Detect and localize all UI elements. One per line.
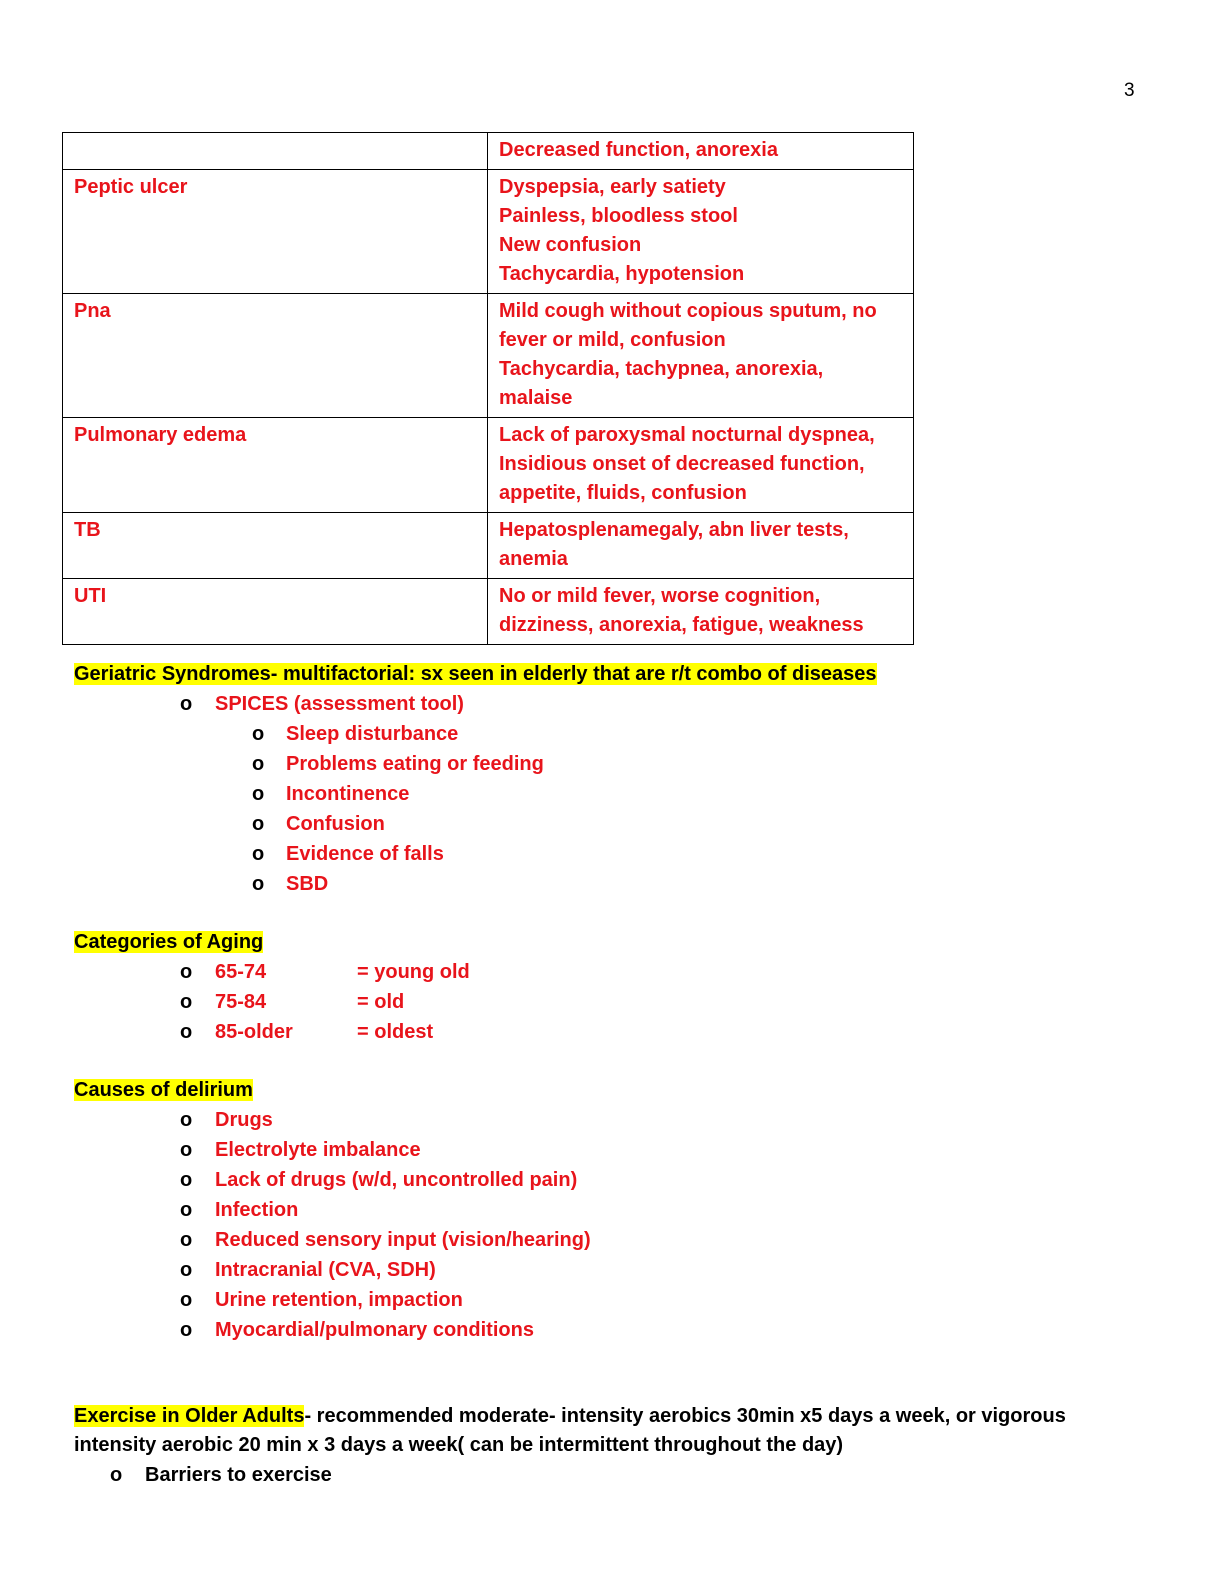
geriatric-heading: Geriatric Syndromes- multifactorial: sx seen in elderly that are r/t combo of diseases bbox=[74, 663, 877, 685]
condition-cell: TB bbox=[63, 513, 488, 579]
age-label: = oldest bbox=[357, 1021, 434, 1043]
aging-heading: Categories of Aging bbox=[74, 931, 264, 953]
symptom-line: anemia bbox=[499, 548, 568, 570]
delirium-cause: Electrolyte imbalance bbox=[215, 1139, 421, 1161]
condition-cell: UTI bbox=[63, 579, 488, 645]
symptoms-cell bbox=[488, 294, 914, 418]
condition-cell: Peptic ulcer bbox=[63, 170, 488, 294]
symptoms-cell bbox=[488, 513, 914, 579]
spices-item: Incontinence bbox=[286, 783, 410, 805]
list-item bbox=[74, 1315, 534, 1345]
symptom-line: Mild cough without copious sputum, no bbox=[499, 300, 877, 322]
table-row bbox=[63, 133, 914, 170]
list-item bbox=[74, 1165, 578, 1195]
aging-section bbox=[74, 927, 470, 1047]
list-item bbox=[74, 719, 877, 749]
condition-cell: Pulmonary edema bbox=[63, 418, 488, 513]
page-number: 3 bbox=[1124, 80, 1135, 101]
list-item bbox=[74, 1017, 434, 1047]
delirium-cause: Urine retention, impaction bbox=[215, 1289, 463, 1311]
delirium-cause: Reduced sensory input (vision/hearing) bbox=[215, 1229, 591, 1251]
symptom-line: Tachycardia, hypotension bbox=[499, 263, 745, 285]
age-label: = young old bbox=[357, 961, 470, 983]
bullet-icon: o bbox=[110, 1464, 123, 1486]
bullet-icon: o bbox=[180, 1259, 193, 1281]
list-item bbox=[74, 1225, 591, 1255]
list-item bbox=[74, 749, 877, 779]
list-item bbox=[74, 987, 405, 1017]
delirium-cause: Intracranial (CVA, SDH) bbox=[215, 1259, 436, 1281]
table-row bbox=[63, 170, 914, 294]
bullet-icon: o bbox=[180, 1289, 193, 1311]
bullet-icon: o bbox=[180, 1319, 193, 1341]
symptom-line: Painless, bloodless stool bbox=[499, 205, 738, 227]
symptom-line: New confusion bbox=[499, 234, 642, 256]
list-item bbox=[74, 779, 877, 809]
age-range: 85-older bbox=[215, 1021, 293, 1043]
spices-item: Evidence of falls bbox=[286, 843, 444, 865]
list-item bbox=[74, 809, 877, 839]
bullet-icon: o bbox=[180, 693, 193, 715]
spices-item: Confusion bbox=[286, 813, 385, 835]
delirium-cause: Infection bbox=[215, 1199, 299, 1221]
symptoms-cell bbox=[488, 170, 914, 294]
list-item bbox=[74, 1105, 273, 1135]
spices-item: Sleep disturbance bbox=[286, 723, 459, 745]
table-row bbox=[63, 579, 914, 645]
table-row bbox=[63, 294, 914, 418]
symptom-line: dizziness, anorexia, fatigue, weakness bbox=[499, 614, 864, 636]
bullet-icon: o bbox=[180, 1139, 193, 1161]
bullet-icon: o bbox=[180, 1199, 193, 1221]
condition-cell: Pna bbox=[63, 294, 488, 418]
bullet-icon: o bbox=[252, 723, 265, 745]
list-item bbox=[74, 689, 877, 719]
bullet-icon: o bbox=[252, 843, 265, 865]
symptom-line: Insidious onset of decreased function, bbox=[499, 453, 865, 475]
spices-item: Problems eating or feeding bbox=[286, 753, 544, 775]
bullet-icon: o bbox=[180, 1229, 193, 1251]
symptom-line: Dyspepsia, early satiety bbox=[499, 176, 726, 198]
exercise-text: - recommended moderate- intensity aerobics 30min x5 days a week, or vigorous intensity aerobic 20 min x 3 days a week( can be intermittent throughout the day) bbox=[74, 1405, 1066, 1456]
delirium-cause: Drugs bbox=[215, 1109, 273, 1131]
list-item bbox=[74, 1285, 463, 1315]
symptom-line: fever or mild, confusion bbox=[499, 329, 726, 351]
exercise-section bbox=[74, 1402, 1134, 1460]
list-item bbox=[74, 1135, 421, 1165]
list-item bbox=[74, 1255, 436, 1285]
delirium-heading: Causes of delirium bbox=[74, 1079, 253, 1101]
symptom-line: No or mild fever, worse cognition, bbox=[499, 585, 821, 607]
list-item bbox=[74, 839, 877, 869]
symptom-line: Tachycardia, tachypnea, anorexia, bbox=[499, 358, 824, 380]
bullet-icon: o bbox=[180, 991, 193, 1013]
bullet-icon: o bbox=[180, 1169, 193, 1191]
delirium-cause: Myocardial/pulmonary conditions bbox=[215, 1319, 534, 1341]
list-item bbox=[74, 957, 470, 987]
spices-item: SBD bbox=[286, 873, 329, 895]
symptoms-cell bbox=[488, 579, 914, 645]
age-range: 65-74 bbox=[215, 961, 267, 983]
bullet-icon: o bbox=[180, 1021, 193, 1043]
condition-cell bbox=[63, 133, 488, 170]
age-range: 75-84 bbox=[215, 991, 267, 1013]
spices-tool: SPICES (assessment tool) bbox=[215, 693, 464, 715]
bullet-icon: o bbox=[180, 961, 193, 983]
symptom-line: malaise bbox=[499, 387, 573, 409]
symptom-line: Lack of paroxysmal nocturnal dyspnea, bbox=[499, 424, 875, 446]
table-row bbox=[63, 513, 914, 579]
symptom-line: appetite, fluids, confusion bbox=[499, 482, 747, 504]
table-row bbox=[63, 418, 914, 513]
list-item bbox=[74, 869, 877, 899]
bullet-icon: o bbox=[252, 813, 265, 835]
symptoms-cell bbox=[488, 418, 914, 513]
age-label: = old bbox=[357, 991, 405, 1013]
bullet-icon: o bbox=[252, 873, 265, 895]
symptom-line: Decreased function, anorexia bbox=[499, 139, 778, 161]
bullet-icon: o bbox=[252, 753, 265, 775]
bullet-icon: o bbox=[252, 783, 265, 805]
delirium-section bbox=[74, 1075, 591, 1345]
symptoms-table bbox=[62, 132, 914, 645]
geriatric-section bbox=[74, 659, 877, 899]
list-item bbox=[74, 1195, 299, 1225]
bullet-icon: o bbox=[180, 1109, 193, 1131]
exercise-barriers: Barriers to exercise bbox=[145, 1464, 332, 1486]
exercise-heading: Exercise in Older Adults bbox=[74, 1405, 305, 1427]
symptoms-cell bbox=[488, 133, 914, 170]
symptom-line: Hepatosplenamegaly, abn liver tests, bbox=[499, 519, 849, 541]
delirium-cause: Lack of drugs (w/d, uncontrolled pain) bbox=[215, 1169, 578, 1191]
